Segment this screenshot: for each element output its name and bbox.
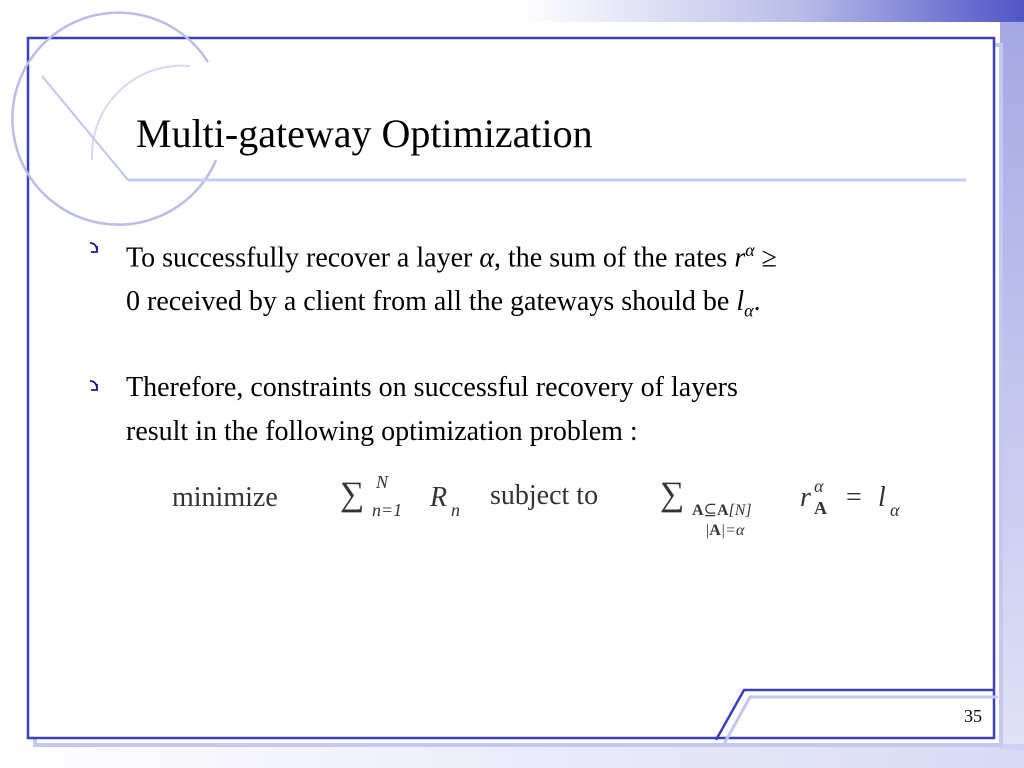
- formula-subject-to: subject to: [490, 480, 599, 511]
- bullet-text-2: Therefore, constraints on successful recovery of layers result in the following optimization problem :: [126, 372, 738, 447]
- formula-sum-2: ∑: [660, 476, 685, 513]
- formula-sum-2-lower: A⊆A[N]: [692, 502, 752, 519]
- right-side-gradient: [1000, 20, 1024, 750]
- formula-minimize: minimize: [172, 482, 278, 513]
- formula-l: l: [878, 482, 886, 513]
- bottom-gradient: [0, 744, 1024, 768]
- formula-R: R: [430, 482, 448, 513]
- formula-r-sup: α: [814, 476, 824, 496]
- curved-arrow-bullet-icon: [86, 378, 102, 394]
- slide-title: Multi-gateway Optimization: [136, 111, 593, 156]
- optimization-formula: [172, 472, 932, 552]
- formula-R-sub: n: [451, 500, 460, 520]
- formula-sum-2-lower-2: |A|=α: [706, 522, 745, 539]
- formula-r-sub: A: [814, 498, 827, 518]
- bullet-text-1: To successfully recover a layer α, the sum of the rates $r^\alpha$ ≥ 0 received by a client from all the gateways should be $l_\alpha$.: [126, 240, 778, 321]
- formula-sum-1-lower: n=1: [372, 500, 403, 520]
- formula-sum-1: ∑: [340, 476, 365, 513]
- formula-r: r: [800, 482, 811, 513]
- formula-l-sub: α: [890, 500, 900, 520]
- curved-arrow-bullet-icon: [86, 240, 102, 256]
- top-right-gradient: [520, 0, 1024, 22]
- formula-sum-1-upper: N: [376, 472, 389, 492]
- formula-equals: =: [846, 482, 862, 513]
- page-number: 35: [964, 706, 982, 726]
